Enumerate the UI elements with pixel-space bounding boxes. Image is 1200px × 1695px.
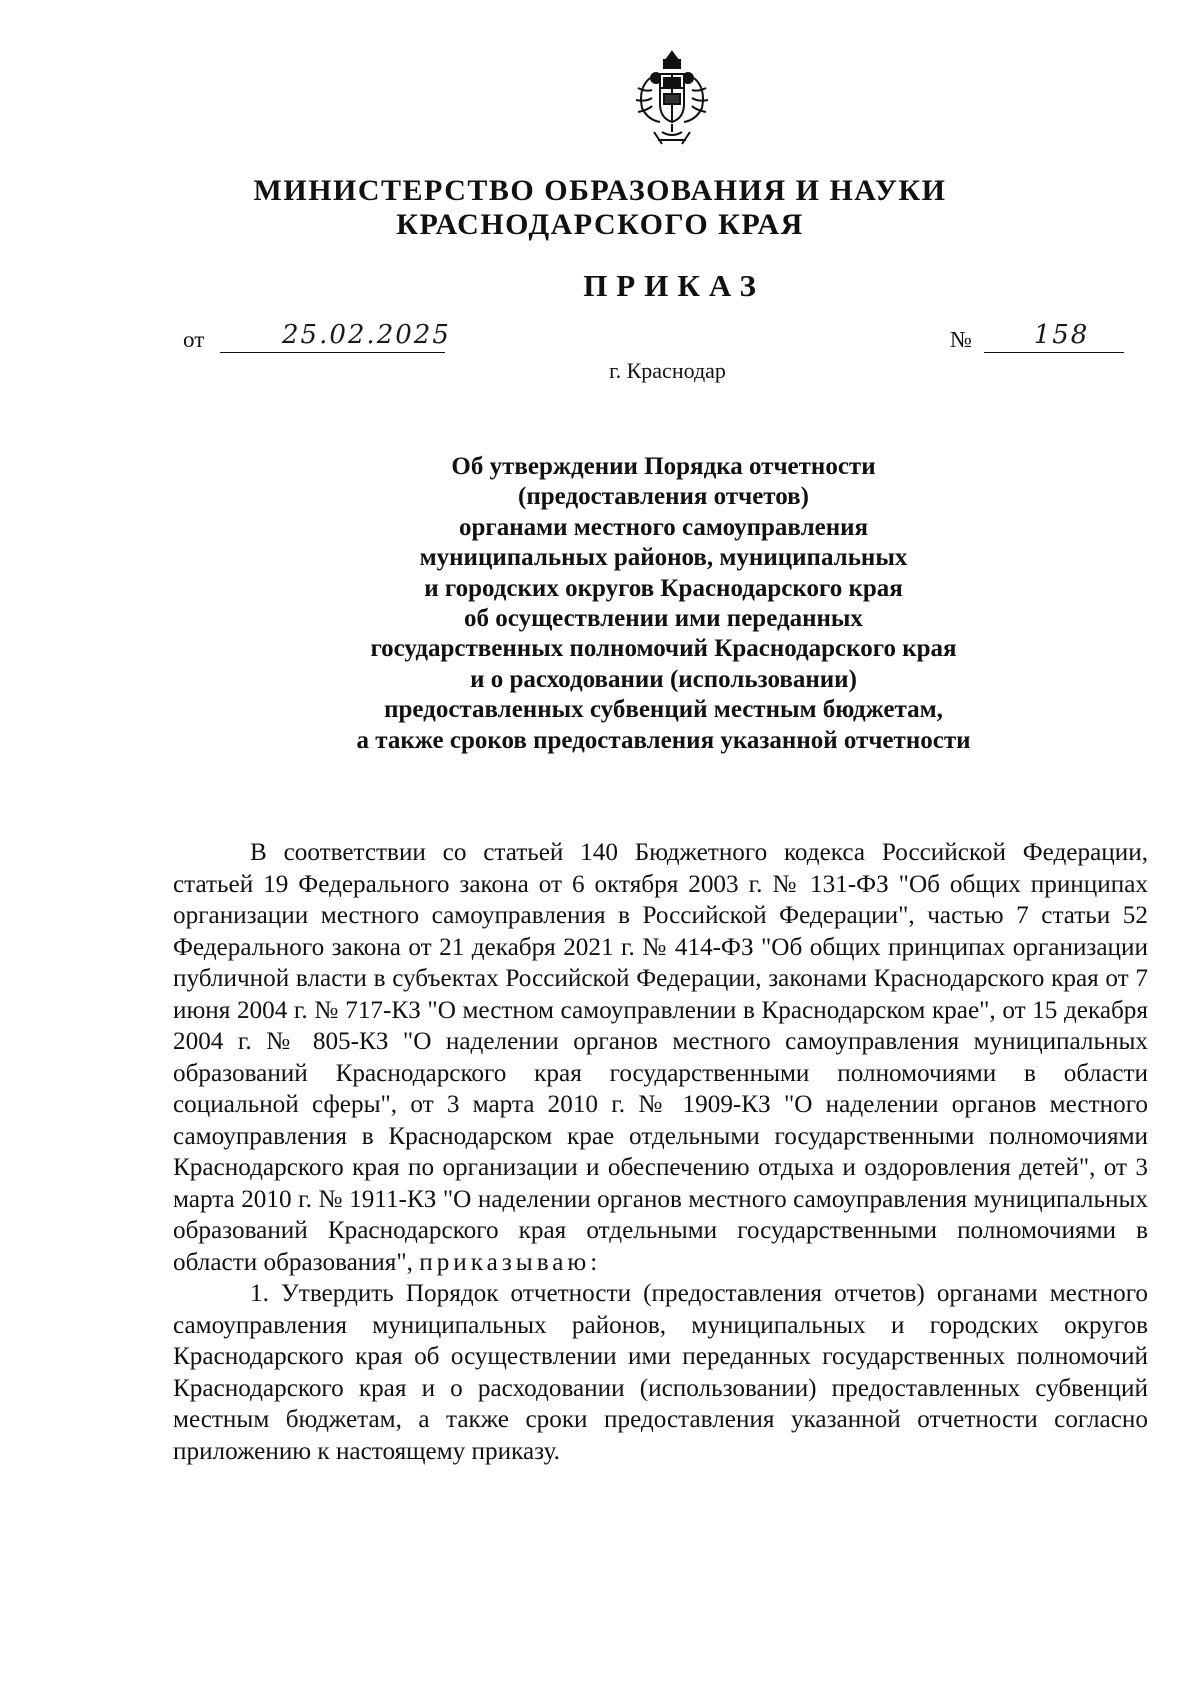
number-value: 158 xyxy=(1033,320,1090,350)
document-subject xyxy=(0,452,1200,756)
subject-line: и о расходовании (использовании) xyxy=(470,665,857,693)
order-command: приказываю: xyxy=(419,1248,602,1276)
subject-line: (предоставления отчетов) xyxy=(518,483,809,511)
date-underline xyxy=(220,320,451,353)
ministry-name-line1: МИНИСТЕРСТВО ОБРАЗОВАНИЯ И НАУКИ xyxy=(253,174,947,207)
preamble-paragraph xyxy=(173,837,1148,1278)
subject-line: органами местного самоуправления xyxy=(458,513,869,541)
subject-line: а также сроков предоставления указанной отчетности xyxy=(356,726,971,754)
preamble-text: В соответствии со статьей 140 Бюджетного кодекса Российской Федерации, статьей 19 Федерального закона от 6 октября 2003 г. № 131-ФЗ "Об общих принципах организации местного самоуправления в Российской Федерации", частью 7 статьи 52 Федерального закона от 21 декабря 2021 г. № 414-ФЗ "Об общих принципах организации публичной власти в субъектах Российской Федерации, законами Краснодарского края от 7 июня 2004 г. № 717-КЗ "О местном самоуправлении в Краснодарском крае", от 15 декабря 2004 г. № 805-КЗ "О наделении органов местного самоуправления муниципальных образований Краснодарского края государственными полномочиями в области социальной сферы", от 3 марта 2010 г. № 1909-КЗ "О наделении органов местного самоуправления в Краснодарском крае отдельными государственными полномочиями Краснодарского края по организации и обеспечению отдыха и оздоровления детей", от 3 марта 2010 г. № 1911-КЗ "О наделении органов местного самоуправления муниципальных образований Краснодарского края отдельными государственными полномочиями в области образования", xyxy=(173,839,1148,1276)
city-name: г. Краснодар xyxy=(609,358,726,383)
number-field xyxy=(950,322,1124,353)
subject-line: государственных полномочий Краснодарского края xyxy=(370,635,957,663)
date-field xyxy=(183,320,451,353)
date-value: 25.02.2025 xyxy=(282,320,451,350)
number-underline xyxy=(984,322,1124,353)
document-body xyxy=(173,837,1148,1467)
date-label: от xyxy=(183,327,205,352)
ministry-name-line2: КРАСНОДАРСКОГО КРАЯ xyxy=(396,208,804,241)
ministry-name xyxy=(0,174,1200,242)
item-1-paragraph: 1. Утвердить Порядок отчетности (предоставления отчетов) органами местного самоуправления муниципальных районов, муниципальных и городских округов Краснодарского края об осуществлении ими переданных государственных полномочий Краснодарского края и о расходовании (использовании) предоставленных субвенций местным бюджетам, а также сроки предоставления указанной отчетности согласно приложению к настоящему приказу. xyxy=(173,1280,1148,1465)
coat-of-arms-emblem xyxy=(630,48,714,148)
subject-line: предоставленных субвенций местным бюджетам, xyxy=(384,696,943,724)
subject-line: об осуществлении ими переданных xyxy=(464,605,863,633)
document-type-title: ПРИКАЗ xyxy=(583,268,765,303)
subject-line: муниципальных районов, муниципальных xyxy=(419,544,908,572)
subject-line: Об утверждении Порядка отчетности xyxy=(451,453,876,480)
number-label: № xyxy=(950,327,972,352)
subject-line: и городских округов Краснодарского края xyxy=(424,574,903,602)
